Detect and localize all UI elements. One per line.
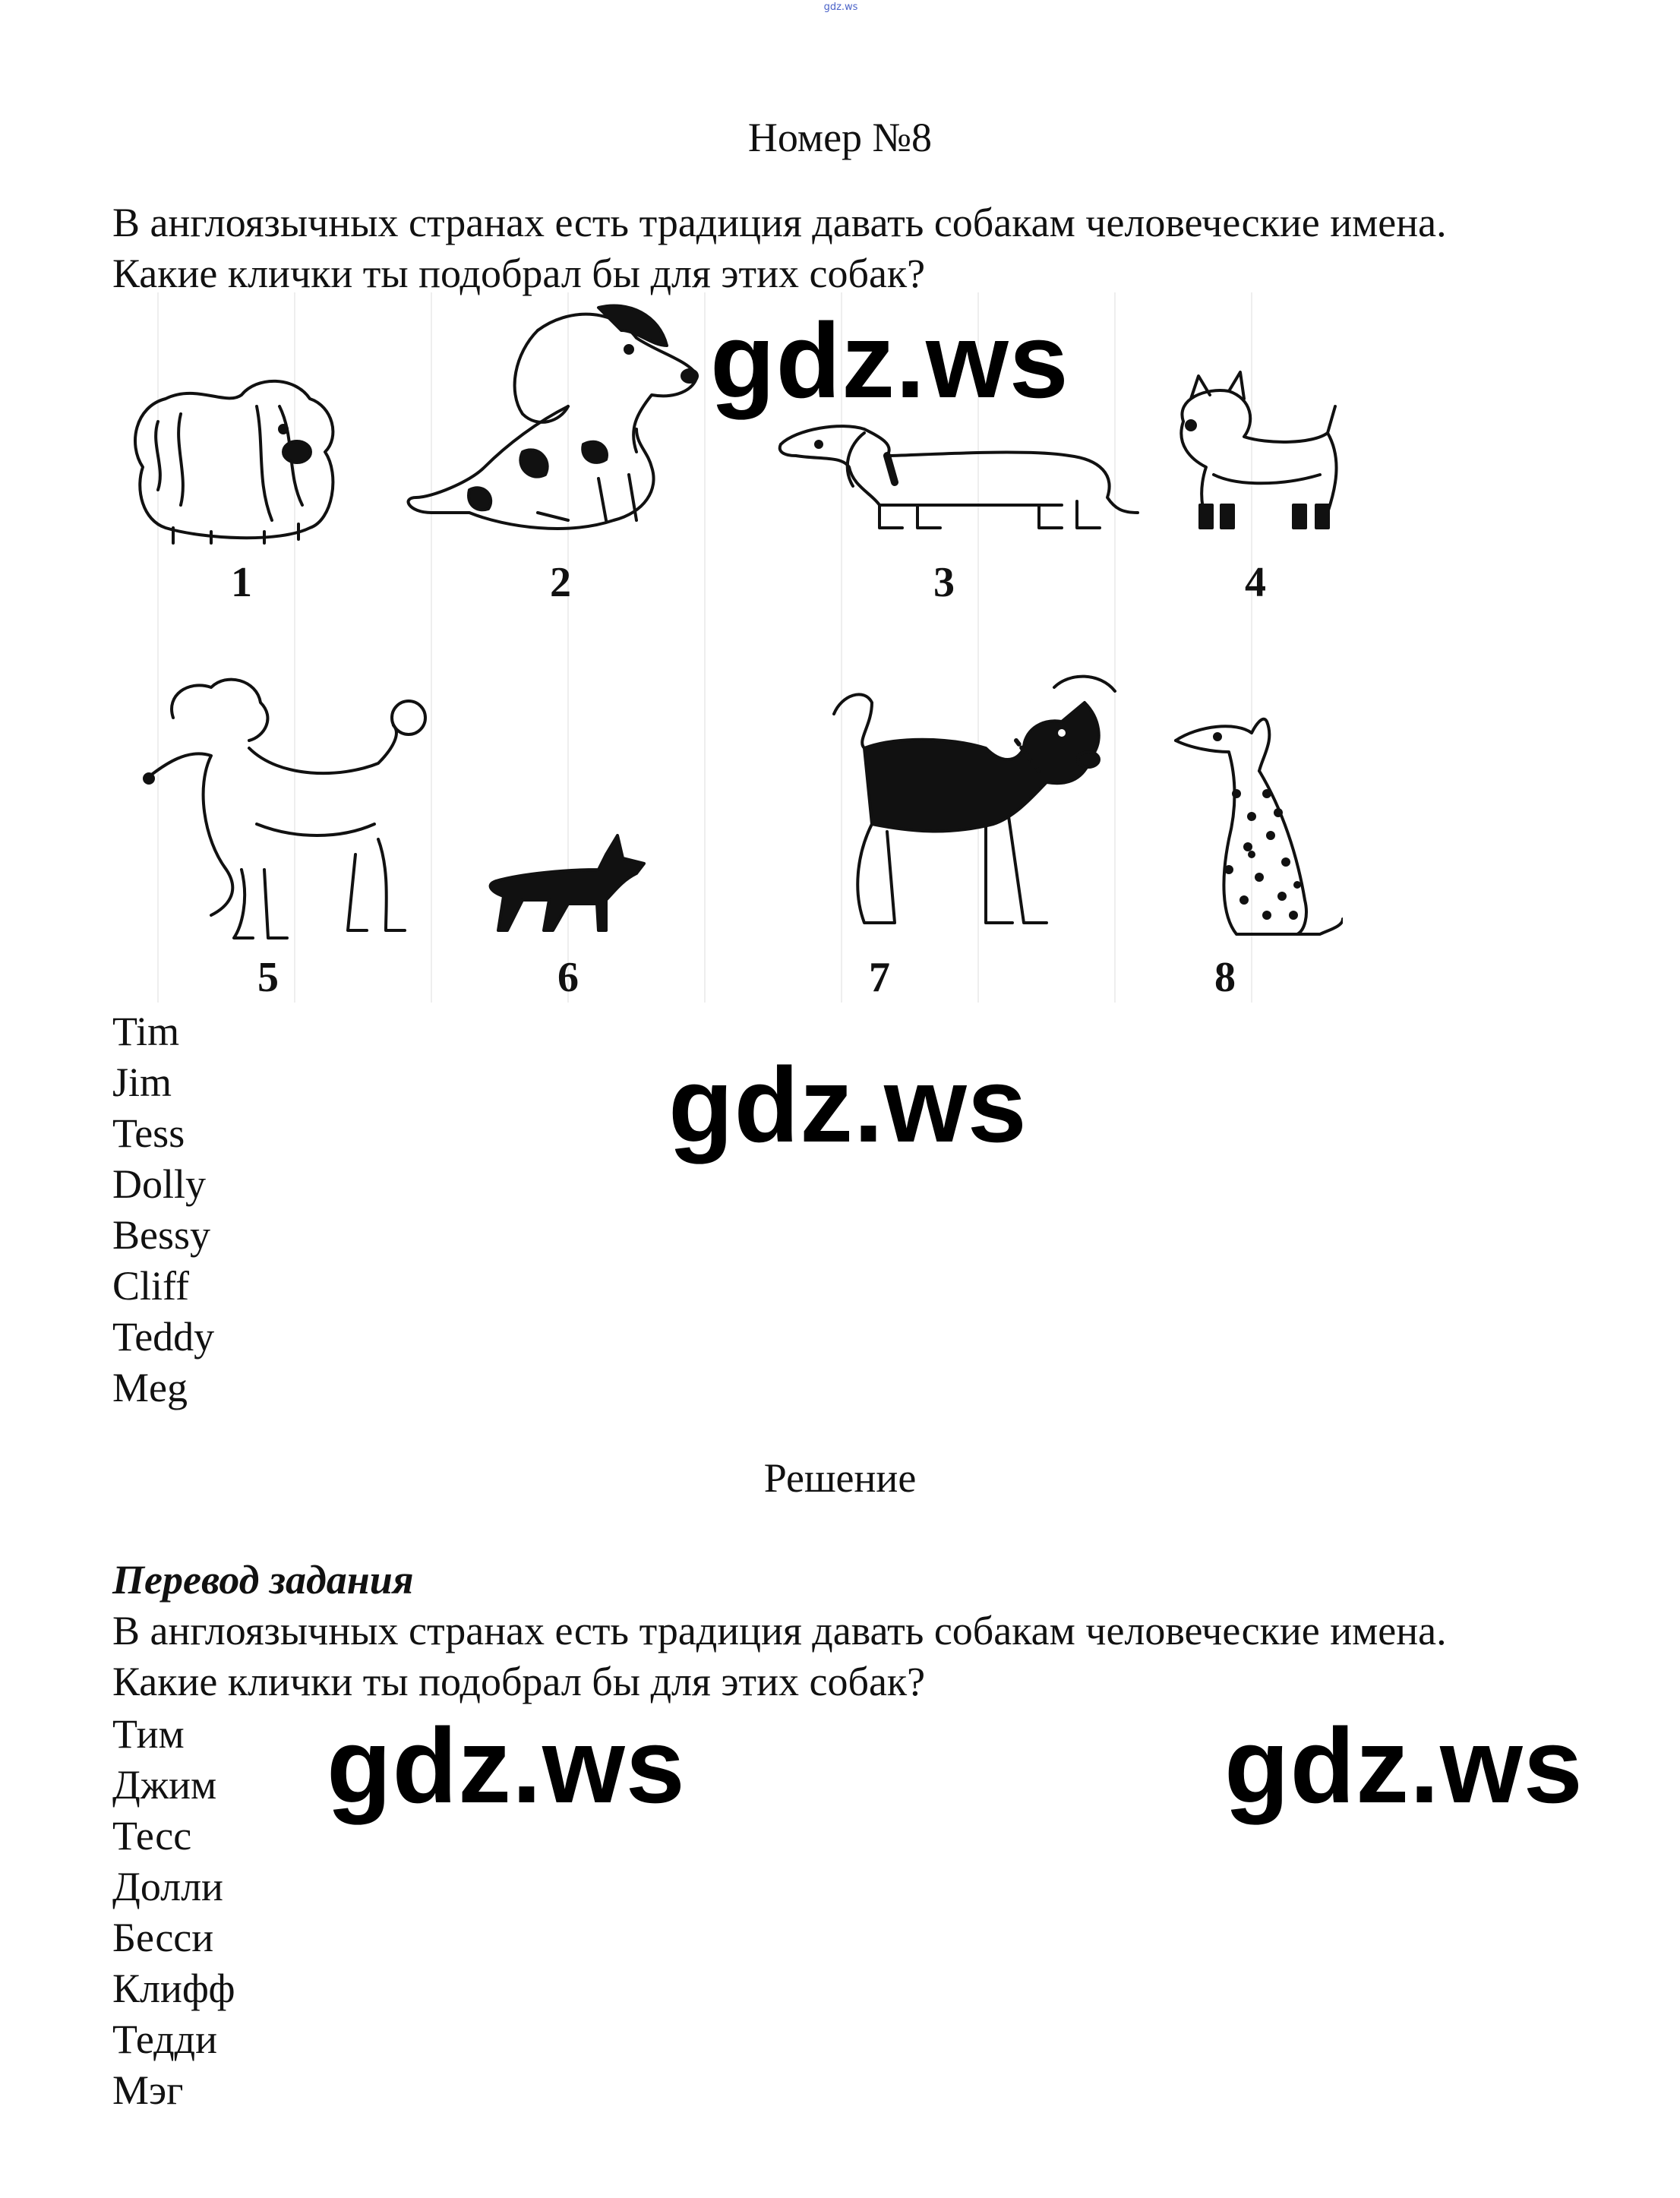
dog-3-picture <box>780 426 1138 528</box>
watermark: gdz.ws <box>327 1706 686 1825</box>
task-line: В англоязычных странах есть традиция давать собакам человеческие имена. <box>112 200 1447 245</box>
dog-6-picture <box>491 835 644 930</box>
list-item: Tess <box>112 1110 185 1156</box>
translation-section <box>112 1555 1601 1707</box>
list-item: Cliff <box>112 1263 190 1309</box>
list-item: Клифф <box>112 1966 235 2011</box>
list-item: Тим <box>112 1711 185 1757</box>
list-item: Тедди <box>112 2016 218 2062</box>
top-watermark: gdz.ws <box>823 2 858 13</box>
dog-8-picture <box>1176 719 1343 934</box>
dog-number: 6 <box>557 954 579 1001</box>
translation-line: Какие клички ты подобрал бы для этих собак? <box>112 1659 926 1704</box>
english-names-list <box>112 1006 214 1413</box>
list-item: Долли <box>112 1864 223 1909</box>
watermark: gdz.ws <box>668 1045 1028 1164</box>
dog-number: 5 <box>257 954 279 1001</box>
dog-7-picture <box>834 677 1115 923</box>
dog-number: 3 <box>933 559 955 606</box>
translation-line: В англоязычных странах есть традиция давать собакам человеческие имена. <box>112 1608 1447 1653</box>
task-text <box>112 197 1601 299</box>
russian-names-list <box>112 1709 235 2116</box>
dog-number: 8 <box>1214 954 1236 1001</box>
list-item: Джим <box>112 1762 217 1808</box>
dog-number: 2 <box>550 559 571 606</box>
list-item: Jim <box>112 1060 172 1105</box>
solution-heading: Решение <box>763 1455 917 1501</box>
task-line: Какие клички ты подобрал бы для этих собак? <box>112 251 926 296</box>
dog-5-picture <box>144 680 425 938</box>
list-item: Tim <box>112 1009 180 1054</box>
translation-heading: Перевод задания <box>112 1557 414 1603</box>
watermark: gdz.ws <box>710 301 1069 420</box>
dog-number: 4 <box>1245 559 1266 606</box>
list-item: Dolly <box>112 1161 207 1207</box>
dog-2-picture <box>409 305 697 528</box>
list-item: Бесси <box>112 1915 214 1960</box>
dog-1-picture <box>135 381 333 543</box>
dog-number: 1 <box>231 559 252 606</box>
list-item: Teddy <box>112 1314 215 1360</box>
list-item: Мэг <box>112 2067 184 2113</box>
dog-4-picture <box>1181 372 1336 528</box>
list-item: Bessy <box>112 1212 211 1258</box>
watermark: gdz.ws <box>1224 1706 1584 1825</box>
dog-number: 7 <box>869 954 890 1001</box>
list-item: Тесс <box>112 1813 192 1859</box>
list-item: Meg <box>112 1365 188 1410</box>
page-title: Номер №8 <box>747 115 933 160</box>
